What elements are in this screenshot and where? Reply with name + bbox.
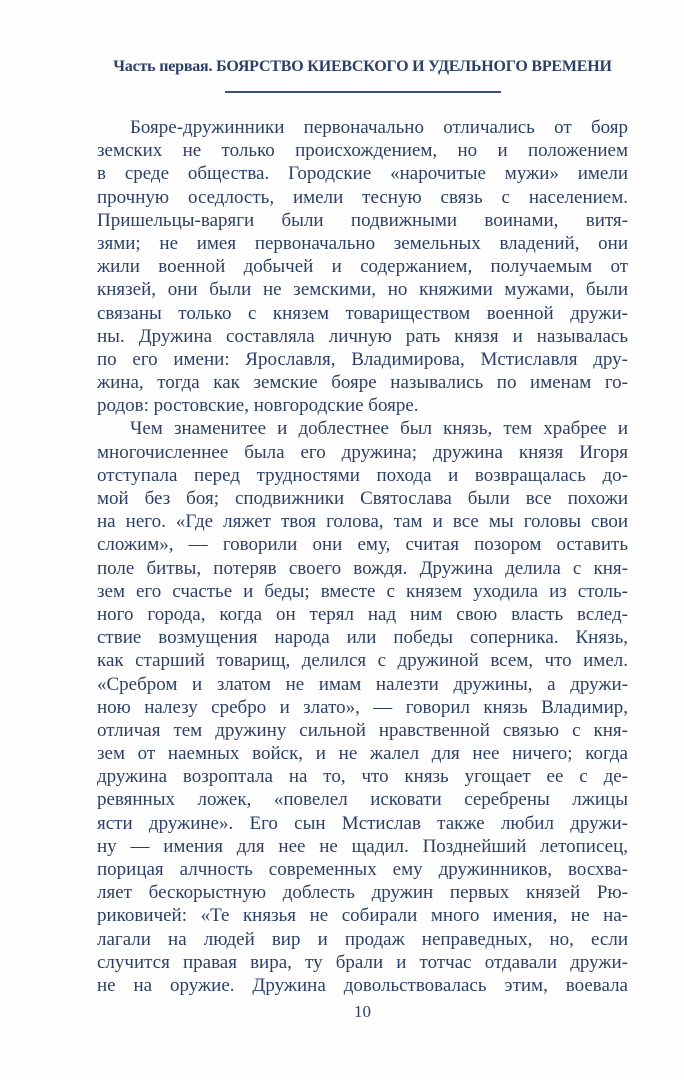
text-line: ревянных ложек, «повелел исковати серебрены лжицы [97,789,628,811]
text-line: родов: ростовские, новгородские бояре. [97,395,419,417]
text-line: ляет бескорыстную доблесть дружин первых князей Рю- [97,882,628,904]
chapter-header: Часть первая. БОЯРСТВО КИЕВСКОГО И УДЕЛЬНОГО ВРЕМЕНИ [113,58,612,75]
body-text [97,116,628,997]
text-line: связаны только с князем товариществом военной дружи- [97,302,628,324]
text-line: сложим», — говорили они ему, считая позором оставить [97,534,628,556]
text-line: лагали на людей вир и продаж неправедных, но, если [97,928,628,950]
text-line: жили военной добычей и содержанием, получаемым от [97,256,628,278]
text-line: Чем знаменитее и доблестнее был князь, тем храбрее и [130,418,628,440]
text-line: прочную оседлость, имели тесную связь с населением. [97,186,628,208]
text-line: ну — имения для нее не щадил. Позднейший летописец, [97,835,628,857]
paragraph [97,116,628,417]
text-line: случится правая вира, ту брали и тотчас отдавали дружи- [97,951,628,973]
text-line: порицая алчность современных ему дружинников, восхва- [97,859,628,880]
text-line: Бояре-дружинники первоначально отличались от бояр [130,117,628,138]
text-line: князей, они были не земскими, но княжими мужами, были [97,279,628,301]
text-line: ясти дружине». Его сын Мстислав также любил дружи- [97,812,628,834]
text-line: как старший товарищ, делился с дружиной всем, что имел. [97,650,628,672]
text-line: зями; не имея первоначально земельных владений, они [97,232,628,254]
text-line: отличая тем дружину сильной нравственной связью с кня- [97,719,628,741]
text-line: зем от наемных войск, и не жалел для нее ничего; когда [97,743,628,765]
text-line: Пришельцы-варяги были подвижными воинами, витя- [97,209,628,231]
text-line: риковичей: «Те князья не собирали много имения, не на- [97,905,628,927]
text-line: поле битвы, потеряв своего вождя. Дружина делила с кня- [97,557,628,579]
text-line: ною налезу сребро и злато», — говорил князь Владимир, [97,696,628,718]
text-line: в среде общества. Городские «нарочитые мужи» имели [97,163,628,185]
text-line: мой без боя; сподвижники Святослава были все похожи [97,488,628,509]
text-line: на него. «Где ляжет твоя голова, там и все мы головы свои [97,511,628,533]
text-line: ны. Дружина составляла личную рать князя и называлась [97,325,628,347]
text-line: многочисленнее была его дружина; дружина князя Игоря [97,441,628,463]
page-number: 10 [354,1002,371,1021]
text-line: зем его счастье и беды; вместе с князем уходила из столь- [97,580,628,602]
header-rule-divider [225,91,501,93]
text-line: отступала перед трудностями похода и возвращалась до- [97,464,628,486]
paragraph [97,417,628,997]
text-line: ного города, когда он терял над ним свою власть вслед- [97,603,628,625]
text-line: «Сребром и златом не имам налезти дружины, а дружи- [97,673,628,695]
text-line: жина, тогда как земские бояре назывались по именам го- [97,372,628,394]
text-line: по его имени: Ярославля, Владимирова, Мстиславля дру- [97,348,628,370]
text-line: земских не только происхождением, но и положением [97,140,628,162]
text-line: не на оружие. Дружина довольствовалась этим, воевала [97,974,628,996]
text-line: ствие возмущения народа или победы соперника. Князь, [97,627,628,649]
text-line: дружина возроптала на то, что князь угощает ее с де- [97,766,628,788]
